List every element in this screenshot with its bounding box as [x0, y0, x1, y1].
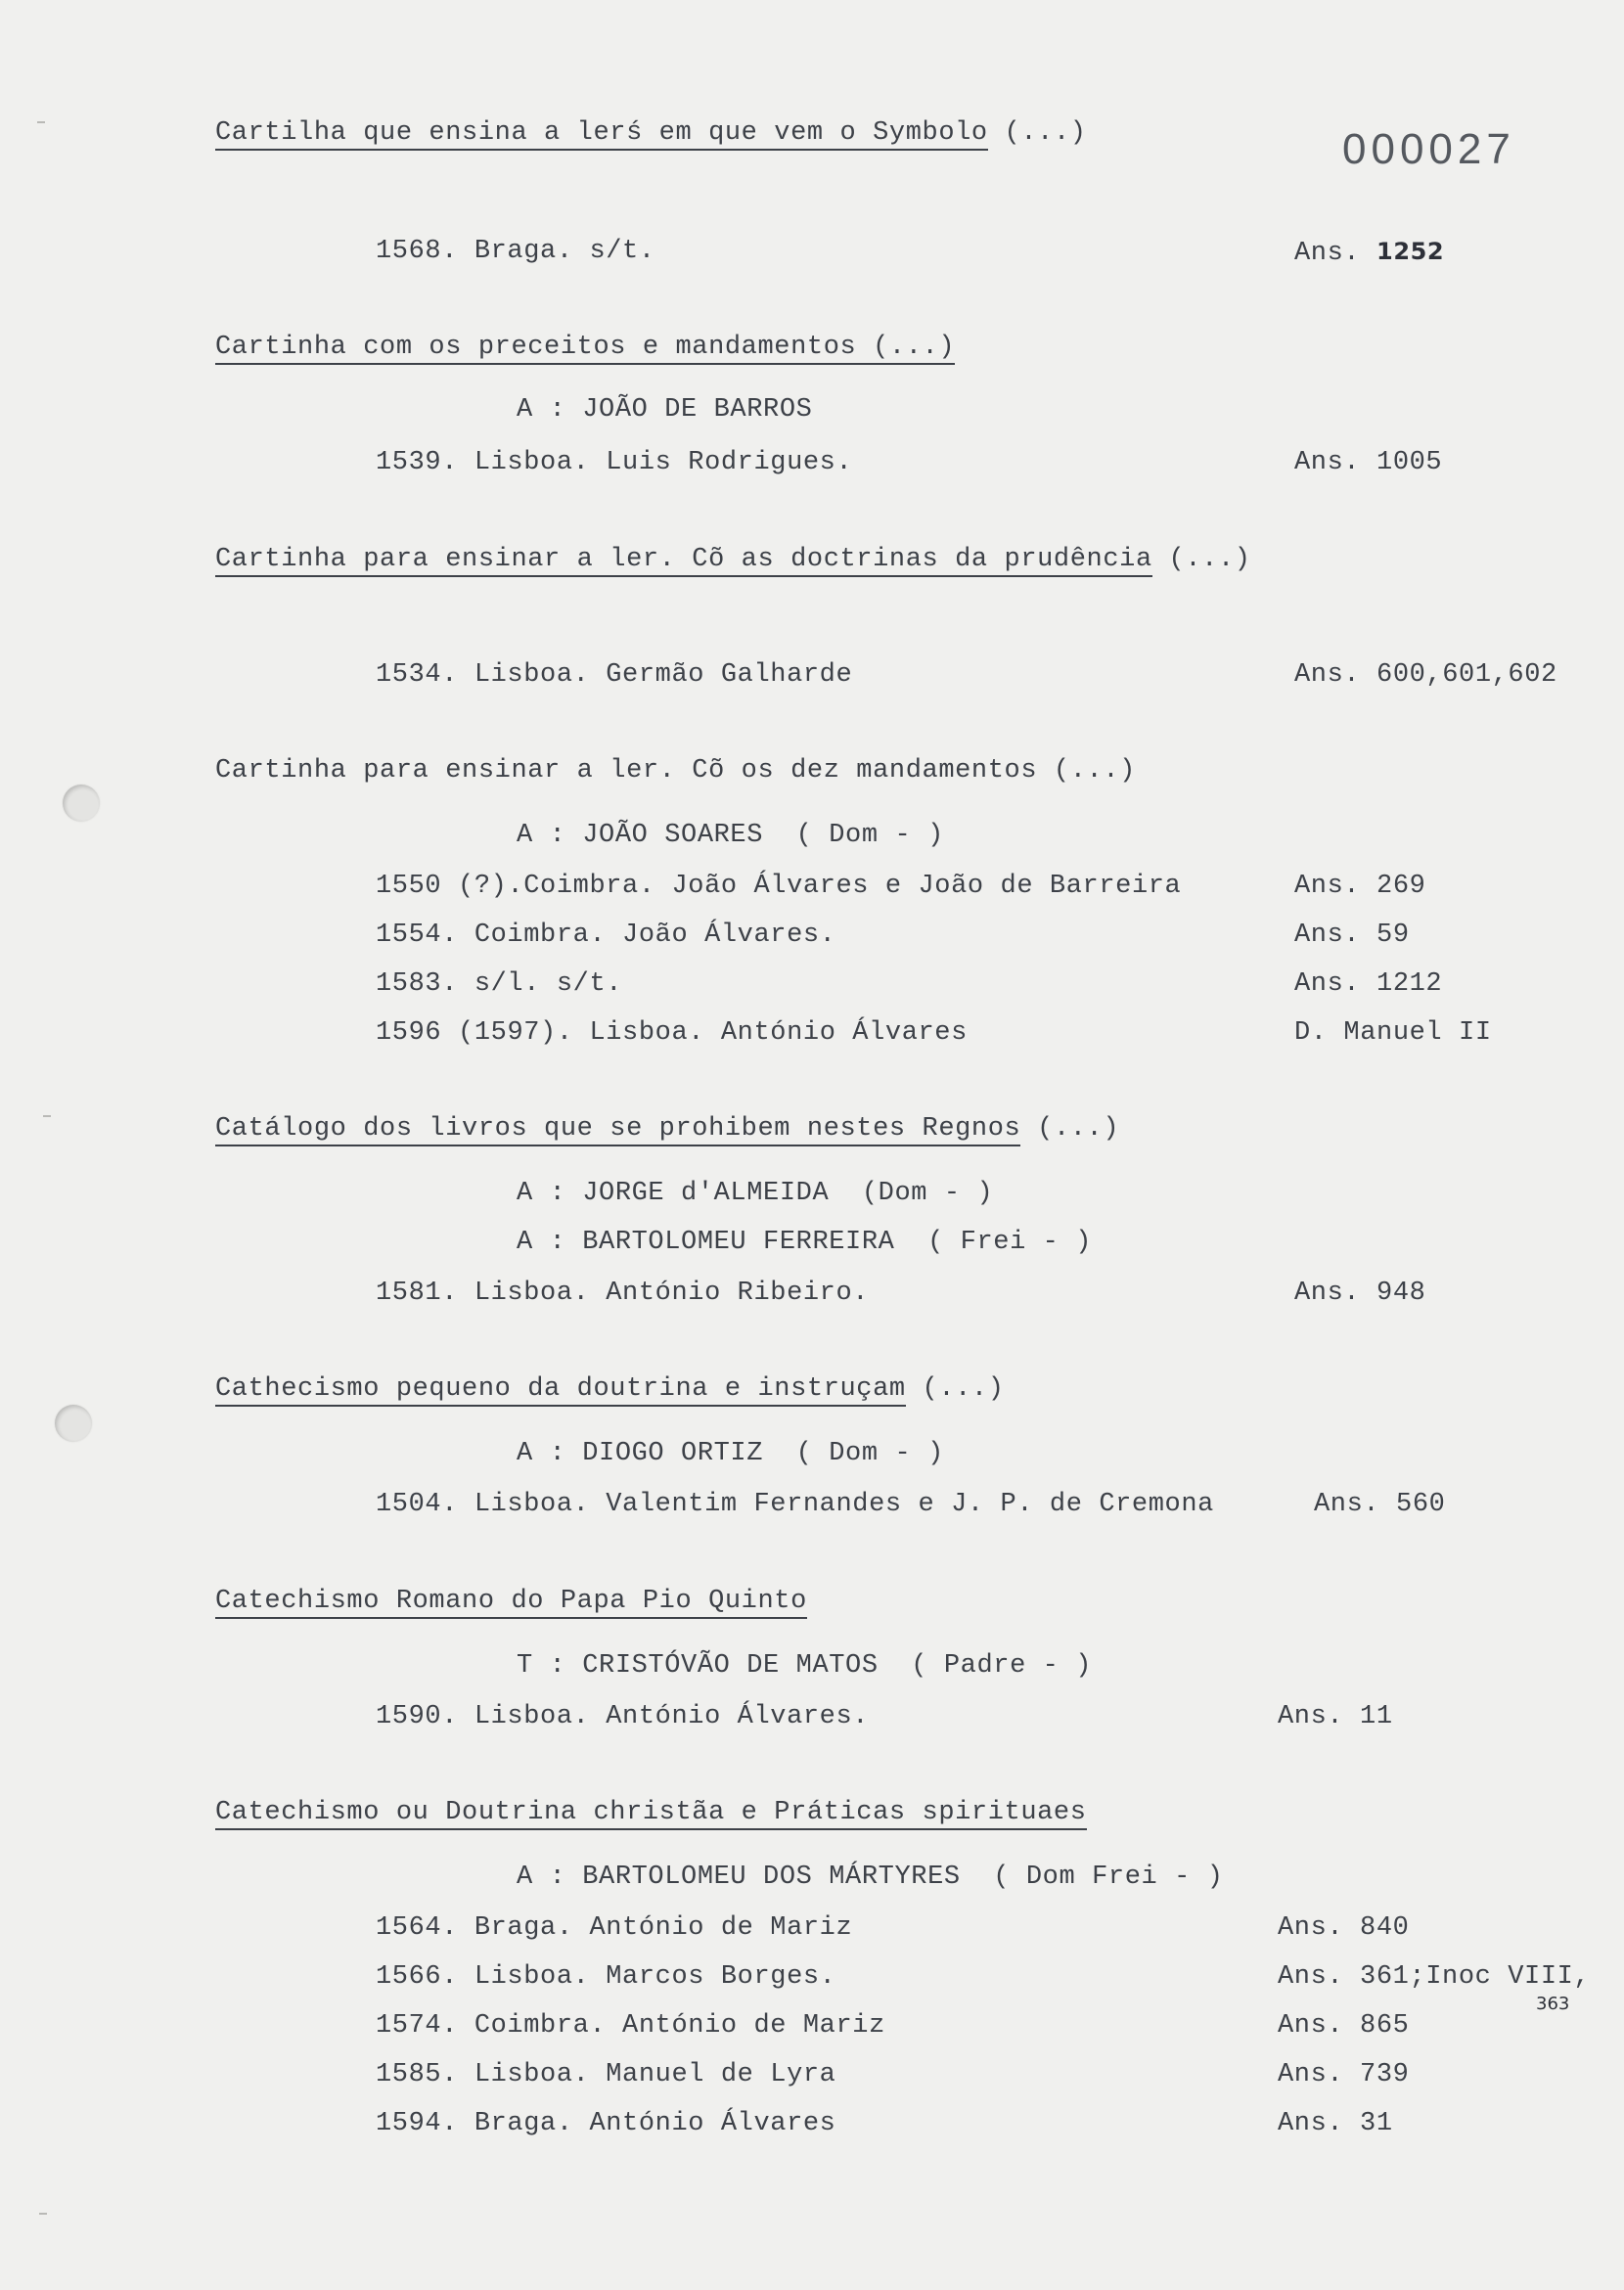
- edition-line: [376, 236, 655, 267]
- page-number-stamp: 000027: [1342, 125, 1515, 173]
- title-suffix: (...): [1020, 1114, 1120, 1144]
- edition-year: 1504.: [376, 1490, 459, 1519]
- edition-reference: Ans. 560: [1314, 1490, 1446, 1519]
- edition-reference: Ans. 1005: [1294, 448, 1443, 477]
- edition-reference: Ans. 1252: [1294, 238, 1445, 268]
- edition-year: 1568.: [376, 237, 459, 266]
- edition-reference: Ans. 59: [1294, 920, 1410, 950]
- edition-line: [376, 1278, 869, 1309]
- margin-tick: [39, 2213, 47, 2215]
- author-line: T : CRISTÓVÃO DE MATOS ( Padre - ): [517, 1651, 1093, 1681]
- edition-year: 1539.: [376, 448, 459, 477]
- edition-reference: Ans. 31: [1278, 2109, 1393, 2138]
- edition-year: 1583.: [376, 969, 459, 999]
- title-text: Cartinha com os preceitos e mandamentos (...): [215, 333, 955, 365]
- edition-year: 1534.: [376, 660, 459, 690]
- edition-year: 1585.: [376, 2060, 459, 2089]
- edition-line: [376, 1489, 1214, 1520]
- edition-year: 1574.: [376, 2011, 459, 2041]
- edition-line: [376, 1961, 836, 1993]
- edition-reference: Ans. 269: [1294, 872, 1426, 901]
- title-text: Catálogo dos livros que se prohibem nestes Regnos: [215, 1114, 1020, 1146]
- edition-year: 1550: [376, 872, 442, 901]
- edition-line: [376, 871, 1181, 902]
- edition-line: [376, 1912, 852, 1944]
- edition-imprint: Lisboa. António Ribeiro.: [474, 1279, 870, 1308]
- edition-reference: Ans. 11: [1278, 1702, 1393, 1731]
- edition-line: [376, 1017, 968, 1049]
- handwritten-reference: 363: [1536, 1994, 1570, 2014]
- punch-hole-upper: [63, 785, 100, 822]
- edition-year: 1554.: [376, 920, 459, 950]
- edition-imprint: Lisboa. Manuel de Lyra: [474, 2060, 836, 2089]
- edition-imprint: Braga. António de Mariz: [474, 1913, 853, 1943]
- edition-year: 1594.: [376, 2109, 459, 2138]
- edition-year: 1566.: [376, 1962, 459, 1992]
- author-line: A : BARTOLOMEU DOS MÁRTYRES ( Dom Frei - ): [517, 1863, 1224, 1892]
- margin-tick: [37, 121, 45, 123]
- edition-reference: Ans. 865: [1278, 2011, 1410, 2041]
- author-line: A : JOÃO SOARES ( Dom - ): [517, 821, 944, 850]
- entry-title: [215, 1586, 807, 1617]
- edition-line: [376, 920, 836, 951]
- edition-reference: D. Manuel II: [1294, 1018, 1492, 1048]
- edition-line: [376, 2059, 836, 2090]
- entry-title: [215, 117, 1087, 149]
- edition-imprint: (1597). Lisboa. António Álvares: [458, 1018, 968, 1048]
- edition-imprint: Lisboa. Marcos Borges.: [474, 1962, 836, 1992]
- edition-year: 1581.: [376, 1279, 459, 1308]
- author-line: A : BARTOLOMEU FERREIRA ( Frei - ): [517, 1228, 1093, 1257]
- entry-title: [215, 544, 1251, 575]
- title-suffix: (...): [905, 1374, 1005, 1404]
- edition-line: [376, 447, 852, 478]
- title-text: Cartinha para ensinar a ler. Cõ as doctrinas da prudência: [215, 545, 1152, 577]
- edition-line: [376, 1701, 869, 1732]
- edition-line: [376, 2010, 885, 2042]
- edition-imprint: Coimbra. António de Mariz: [474, 2011, 885, 2041]
- entry-title: [215, 1113, 1119, 1145]
- edition-imprint: (?).Coimbra. João Álvares e João de Barreira: [458, 872, 1182, 901]
- punch-hole-lower: [55, 1405, 92, 1442]
- entry-title: [215, 1797, 1087, 1828]
- entry-title: [215, 332, 955, 363]
- edition-reference: Ans. 739: [1278, 2060, 1410, 2089]
- edition-imprint: Coimbra. João Álvares.: [474, 920, 836, 950]
- author-line: A : JORGE d'ALMEIDA (Dom - ): [517, 1179, 994, 1208]
- edition-imprint: Lisboa. Valentim Fernandes e J. P. de Cremona: [474, 1490, 1214, 1519]
- edition-imprint: Lisboa. Germão Galharde: [474, 660, 853, 690]
- edition-line: [376, 659, 852, 691]
- margin-tick: [43, 1115, 51, 1117]
- edition-year: 1564.: [376, 1913, 459, 1943]
- title-text: Catechismo Romano do Papa Pio Quinto: [215, 1587, 807, 1619]
- title-text: Cartilha que ensina a lerś em que vem o Symbolo: [215, 118, 988, 151]
- title-suffix: (...): [987, 118, 1087, 148]
- edition-reference: Ans. 948: [1294, 1279, 1426, 1308]
- edition-line: [376, 968, 622, 1000]
- entry-title: [215, 1373, 1005, 1405]
- edition-reference: Ans. 840: [1278, 1913, 1410, 1943]
- edition-imprint: Lisboa. António Álvares.: [474, 1702, 870, 1731]
- author-line: A : DIOGO ORTIZ ( Dom - ): [517, 1439, 944, 1468]
- author-line: A : JOÃO DE BARROS: [517, 395, 813, 425]
- edition-reference: Ans. 1212: [1294, 969, 1443, 999]
- edition-imprint: Braga. s/t.: [474, 237, 655, 266]
- edition-reference: Ans. 361;Inoc VIII,: [1278, 1962, 1591, 1992]
- title-text: Cathecismo pequeno da doutrina e instruçam: [215, 1374, 906, 1407]
- edition-imprint: Braga. António Álvares: [474, 2109, 836, 2138]
- edition-imprint: Lisboa. Luis Rodrigues.: [474, 448, 853, 477]
- title-suffix: (...): [1151, 545, 1251, 574]
- entry-title: Cartinha para ensinar a ler. Cõ os dez mandamentos (...): [215, 756, 1136, 786]
- edition-imprint: s/l. s/t.: [474, 969, 623, 999]
- title-text: Catechismo ou Doutrina christãa e Práticas spirituaes: [215, 1798, 1087, 1830]
- edition-year: 1596: [376, 1018, 442, 1048]
- edition-year: 1590.: [376, 1702, 459, 1731]
- edition-reference: Ans. 600,601,602: [1294, 660, 1557, 690]
- handwritten-reference: 1252: [1376, 238, 1445, 265]
- edition-line: [376, 2108, 836, 2139]
